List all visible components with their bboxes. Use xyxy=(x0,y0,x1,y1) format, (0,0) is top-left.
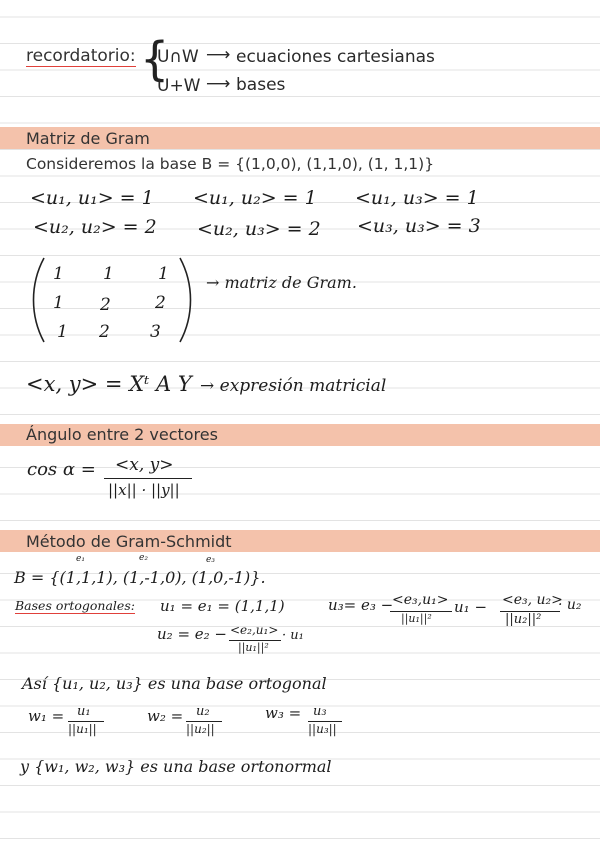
fraction-bar xyxy=(104,478,192,479)
u3-denominator-1: ||u₁||² xyxy=(401,612,432,625)
recordatorio-item1-left: U∩W xyxy=(157,47,199,67)
u2-numerator: <e₂,u₁> xyxy=(230,623,279,637)
matrix-cell-3-3: 3 xyxy=(150,322,161,342)
matrix-cell-1-2: 1 xyxy=(103,264,114,284)
u3-lhs: u₃= e₃ − xyxy=(328,596,394,614)
w1-numerator: u₁ xyxy=(77,704,91,719)
u3-tail: · u₂ xyxy=(558,597,582,613)
u3-denominator-2: ||u₂||² xyxy=(505,612,542,627)
w2-denominator: ||u₂|| xyxy=(186,722,215,736)
label-e1: e₁ xyxy=(76,554,85,564)
section-title-gram-schmidt: Método de Gram-Schmidt xyxy=(26,532,232,551)
recordatorio-item2-right: bases xyxy=(236,75,286,95)
w2-numerator: u₂ xyxy=(196,704,210,719)
recordatorio-label: recordatorio: xyxy=(26,46,136,66)
matrix-cell-2-1: 1 xyxy=(53,293,64,313)
gram-schmidt-basis: B = {(1,1,1), (1,-1,0), (1,0,-1)}. xyxy=(14,568,266,587)
section-title-angle: Ángulo entre 2 vectores xyxy=(26,425,218,444)
u3-numerator-1: <e₃,u₁> xyxy=(392,592,449,608)
matrix-cell-3-2: 2 xyxy=(99,322,110,342)
matrix-cell-1-3: 1 xyxy=(158,264,169,284)
matrix-cell-1-1: 1 xyxy=(53,264,64,284)
u1-definition: u₁ = e₁ = (1,1,1) xyxy=(160,597,285,615)
arrow-icon: ⟶ xyxy=(206,74,231,94)
base-definition: Consideremos la base B = {(1,0,0), (1,1,0), (1, 1,1)} xyxy=(26,155,435,173)
w1-lhs: w₁ = xyxy=(28,707,65,725)
inner-product-23: <u₂, u₃> = 2 xyxy=(197,218,321,240)
label-e2: e₂ xyxy=(139,553,148,563)
arrow-icon: ⟶ xyxy=(206,45,231,65)
inner-product-22: <u₂, u₂> = 2 xyxy=(33,216,157,238)
angle-numerator: <x, y> xyxy=(115,455,174,475)
u2-denominator: ||u₁||² xyxy=(238,641,269,654)
matrix-cell-2-2: 2 xyxy=(100,295,111,315)
left-brace: { xyxy=(140,32,170,86)
inner-product-13: <u₁, u₃> = 1 xyxy=(355,187,479,209)
u2-lhs: u₂ = e₂ − xyxy=(157,625,228,643)
matrix-note: → matriz de Gram. xyxy=(206,273,357,292)
bases-ortogonales-label: Bases ortogonales: xyxy=(15,598,135,613)
w3-numerator: u₃ xyxy=(313,704,327,719)
u3-numerator-2: <e₃, u₂> xyxy=(502,592,563,608)
section-title-gram: Matriz de Gram xyxy=(26,129,150,148)
angle-denominator: ||x|| · ||y|| xyxy=(108,481,180,499)
matrix-expression-note: → expresión matricial xyxy=(200,376,387,396)
u2-tail: · u₁ xyxy=(282,628,304,643)
matrix-cell-3-1: 1 xyxy=(57,322,68,342)
recordatorio-item2-left: U+W xyxy=(157,76,201,96)
w1-denominator: ||u₁|| xyxy=(68,722,97,736)
cos-lhs: cos α = xyxy=(27,459,96,480)
w3-denominator: ||u₃|| xyxy=(308,722,337,736)
final-line: y {w₁, w₂, w₃} es una base ortonormal xyxy=(20,757,332,776)
w3-lhs: w₃ = xyxy=(265,704,302,722)
matrix-cell-2-3: 2 xyxy=(155,293,166,313)
w2-lhs: w₂ = xyxy=(147,707,184,725)
label-e3: e₃ xyxy=(206,555,215,565)
recordatorio-item1-right: ecuaciones cartesianas xyxy=(236,47,435,67)
u3-mid: u₁ − xyxy=(454,598,488,616)
matrix-expression: <x, y> = Xᵗ A Y xyxy=(26,372,192,396)
inner-product-12: <u₁, u₂> = 1 xyxy=(193,187,317,209)
asi-line: Así {u₁, u₂, u₃} es una base ortogonal xyxy=(22,674,327,693)
inner-product-33: <u₃, u₃> = 3 xyxy=(357,215,481,237)
inner-product-11: <u₁, u₁> = 1 xyxy=(30,187,154,209)
